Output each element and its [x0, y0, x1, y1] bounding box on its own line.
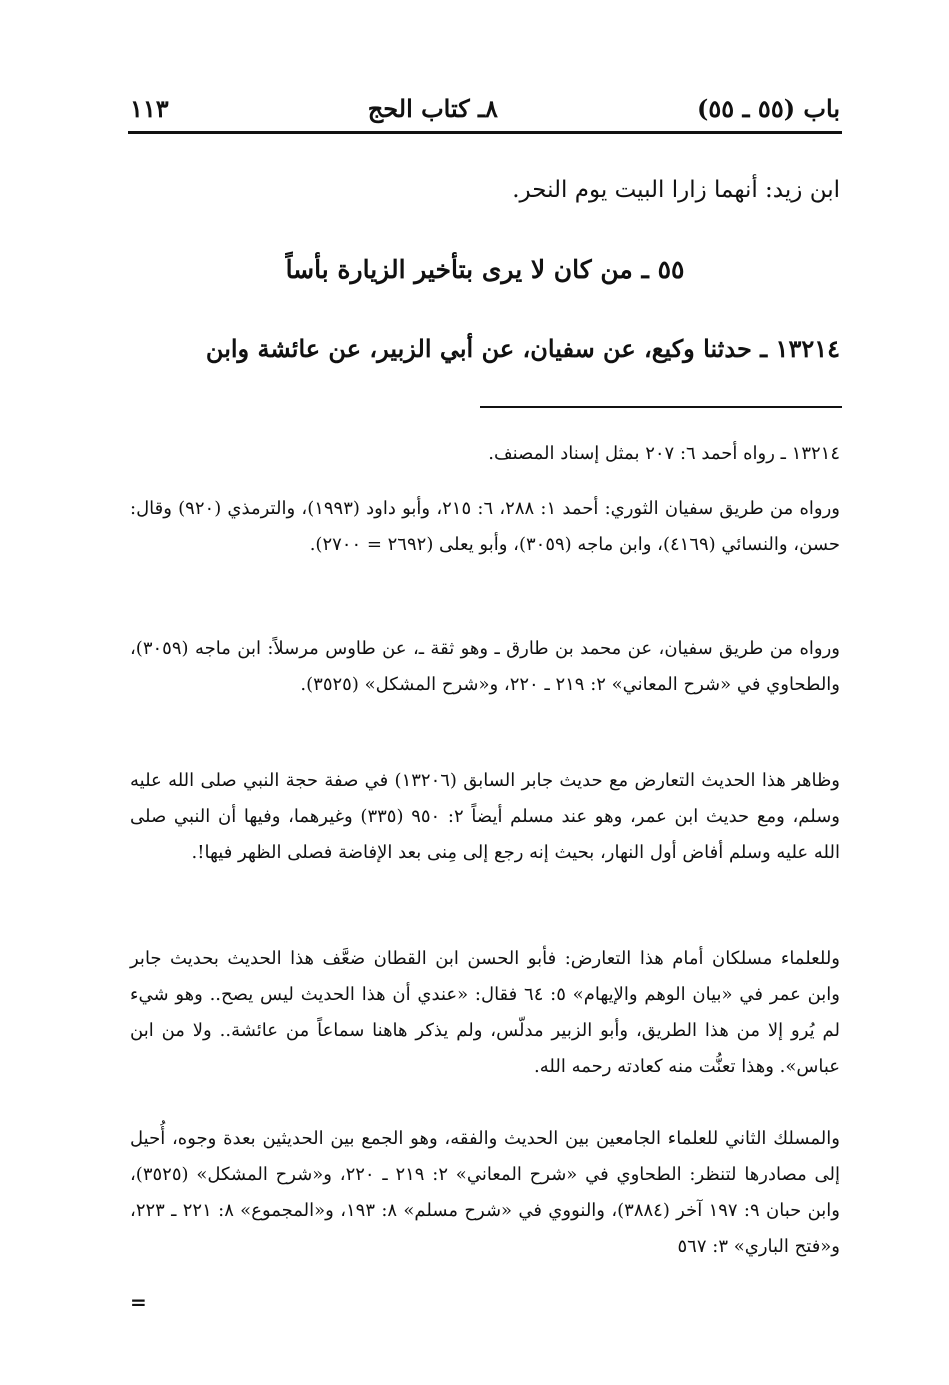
footnote-paragraph: ورواه من طريق سفيان، عن محمد بن طارق ـ وهو ثقة ـ، عن طاوس مرسلاً: ابن ماجه (٣٠٥٩)، والطحاوي في «شرح المعاني» ٢: ٢١٩ ـ ٢٢٠، و«شرح المشكل» (٣٥٢٥).: [130, 638, 840, 695]
hadith-text: ١٣٢١٤ ـ حدثنا وكيع، عن سفيان، عن أبي الزبير، عن عائشة وابن: [205, 334, 840, 363]
book-title: ٨ـ كتاب الحج: [367, 93, 498, 123]
footnote-paragraph: وللعلماء مسلكان أمام هذا التعارض: فأبو الحسن ابن القطان ضعَّف هذا الحديث بحديث جابر وابن عمر في «بيان الوهم والإيهام» ٥: ٦٤ فقال: «عندي أن هذا الحديث ليس يصح.. وهو شيء لم يُرو إلا من هذا الطريق، وأبو الزبير مدلّس، ولم يذكر هاهنا سماعاً من عائشة.. ولا من ابن عباس». وهذا تعنُّت منه كعادته رحمه الله.: [130, 948, 840, 1077]
header-rule: [128, 131, 842, 134]
page-number: ١١٣: [130, 93, 169, 123]
continuation-text: ابن زيد: أنهما زارا البيت يوم النحر.: [512, 177, 840, 203]
footnote-paragraph: والمسلك الثاني للعلماء الجامعين بين الحديث والفقه، وهو الجمع بين الحديثين بعدة وجوه، أُحيل إلى مصادرها لتنظر: الطحاوي في «شرح المعاني» ٢: ٢١٩ ـ ٢٢٠، و«شرح المشكل» (٣٥٢٥)، وابن حبان ٩: ١٩٧ آخر (٣٨٨٤)، والنووي في «شرح مسلم» ٨: ١٩٣، و«المجموع» ٨: ٢٢١ ـ ٢٢٣، و«فتح الباري» ٣: ٥٦٧: [130, 1128, 841, 1257]
continuation-mark: =: [130, 1290, 147, 1314]
footnote-rule: [480, 406, 842, 408]
chapter-label: باب (٥٥ ـ ٥٥): [697, 93, 840, 123]
running-header: [130, 88, 840, 128]
section-heading: ٥٥ ـ من كان لا يرى بتأخير الزيارة بأساً: [285, 255, 685, 284]
footnote-paragraph: ورواه من طريق سفيان الثوري: أحمد ١: ٢٨٨، ٦: ٢١٥، وأبو داود (١٩٩٣)، والترمذي (٩٢٠) وقال: حسن، والنسائي (٤١٦٩)، وابن ماجه (٣٠٥٩)، وأبو يعلى (٢٦٩٢ = ٢٧٠٠).: [130, 498, 840, 555]
footnote-paragraph: وظاهر هذا الحديث التعارض مع حديث جابر السابق (١٣٢٠٦) في صفة حجة النبي صلى الله عليه وسلم، ومع حديث ابن عمر، وهو عند مسلم أيضاً ٢: ٩٥٠ (٣٣٥) وغيرهما، وفيها أن النبي صلى الله عليه وسلم أفاض أول النهار، بحيث إنه رجع إلى مِنى بعد الإفاضة فصلى الظهر فيها!.: [130, 770, 841, 863]
footnote-paragraph: ١٣٢١٤ ـ رواه أحمد ٦: ٢٠٧ بمثل إسناد المصنف.: [488, 443, 840, 464]
